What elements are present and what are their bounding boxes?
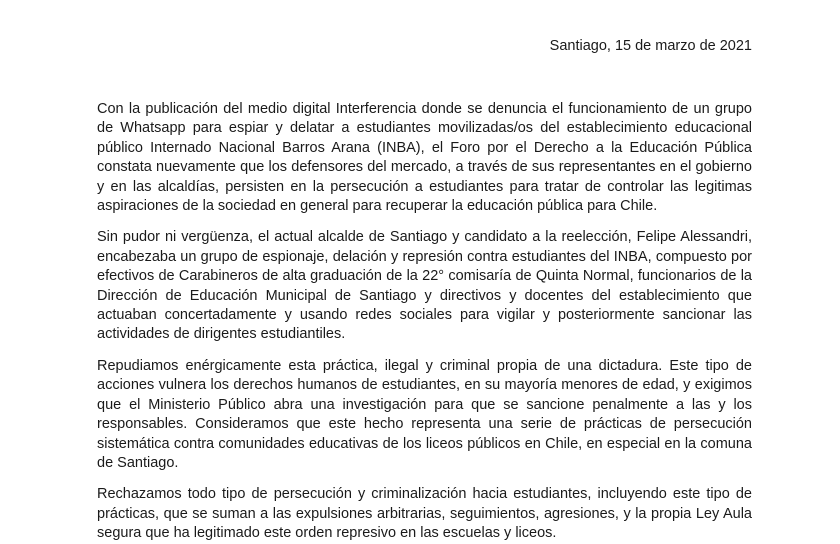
paragraph-2: Sin pudor ni vergüenza, el actual alcalde de Santiago y candidato a la reelección, Felipe Alessandri, encabezaba un grupo de espionaje, delación y represión contra estudiantes del INBA, compuesto por efectivos de Carabineros de alta graduación de la 22° comisaría de Quinta Normal, funcionarios de la Dirección de Educación Municipal de Santiago y directivos y docentes del establecimiento que actuaban concertadamente y usando redes sociales para vigilar y posteriormente sancionar las actividades de dirigentes estudiantiles. <box>97 229 752 343</box>
paragraph-4: Rechazamos todo tipo de persecución y criminalización hacia estudiantes, incluyendo este tipo de prácticas, que se suman a las expulsiones arbitrarias, seguimientos, agresiones, y la propia Ley Aula segura que ha legitimado este orden represivo en las escuelas y liceos. <box>97 486 752 542</box>
paragraph-1: Con la publicación del medio digital Interferencia donde se denuncia el funcionamiento de un grupo de Whatsapp para espiar y delatar a estudiantes movilizadas/os del establecimiento educacional público Internado Nacional Barros Arana (INBA), el Foro por el Derecho a la Educación Pública constata nuevamente que los defensores del mercado, a través de sus representantes en el gobierno y en las alcaldías, persisten en la persecución a estudiantes para tratar de controlar las legitimas aspiraciones de la sociedad en general para recuperar la educación pública para Chile. <box>97 101 752 215</box>
paragraph-3: Repudiamos enérgicamente esta práctica, ilegal y criminal propia de una dictadura. Este tipo de acciones vulnera los derechos humanos de estudiantes, en su mayoría menores de edad, y exigimos que el Ministerio Público abra una investigación para que se sancione penalmente a las y los responsables. Consideramos que este hecho representa una serie de prácticas de persecución sistemática contra comunidades educativas de los liceos públicos en Chile, en especial en la comuna de Santiago. <box>97 357 752 471</box>
date-line: Santiago, 15 de marzo de 2021 <box>549 38 752 54</box>
